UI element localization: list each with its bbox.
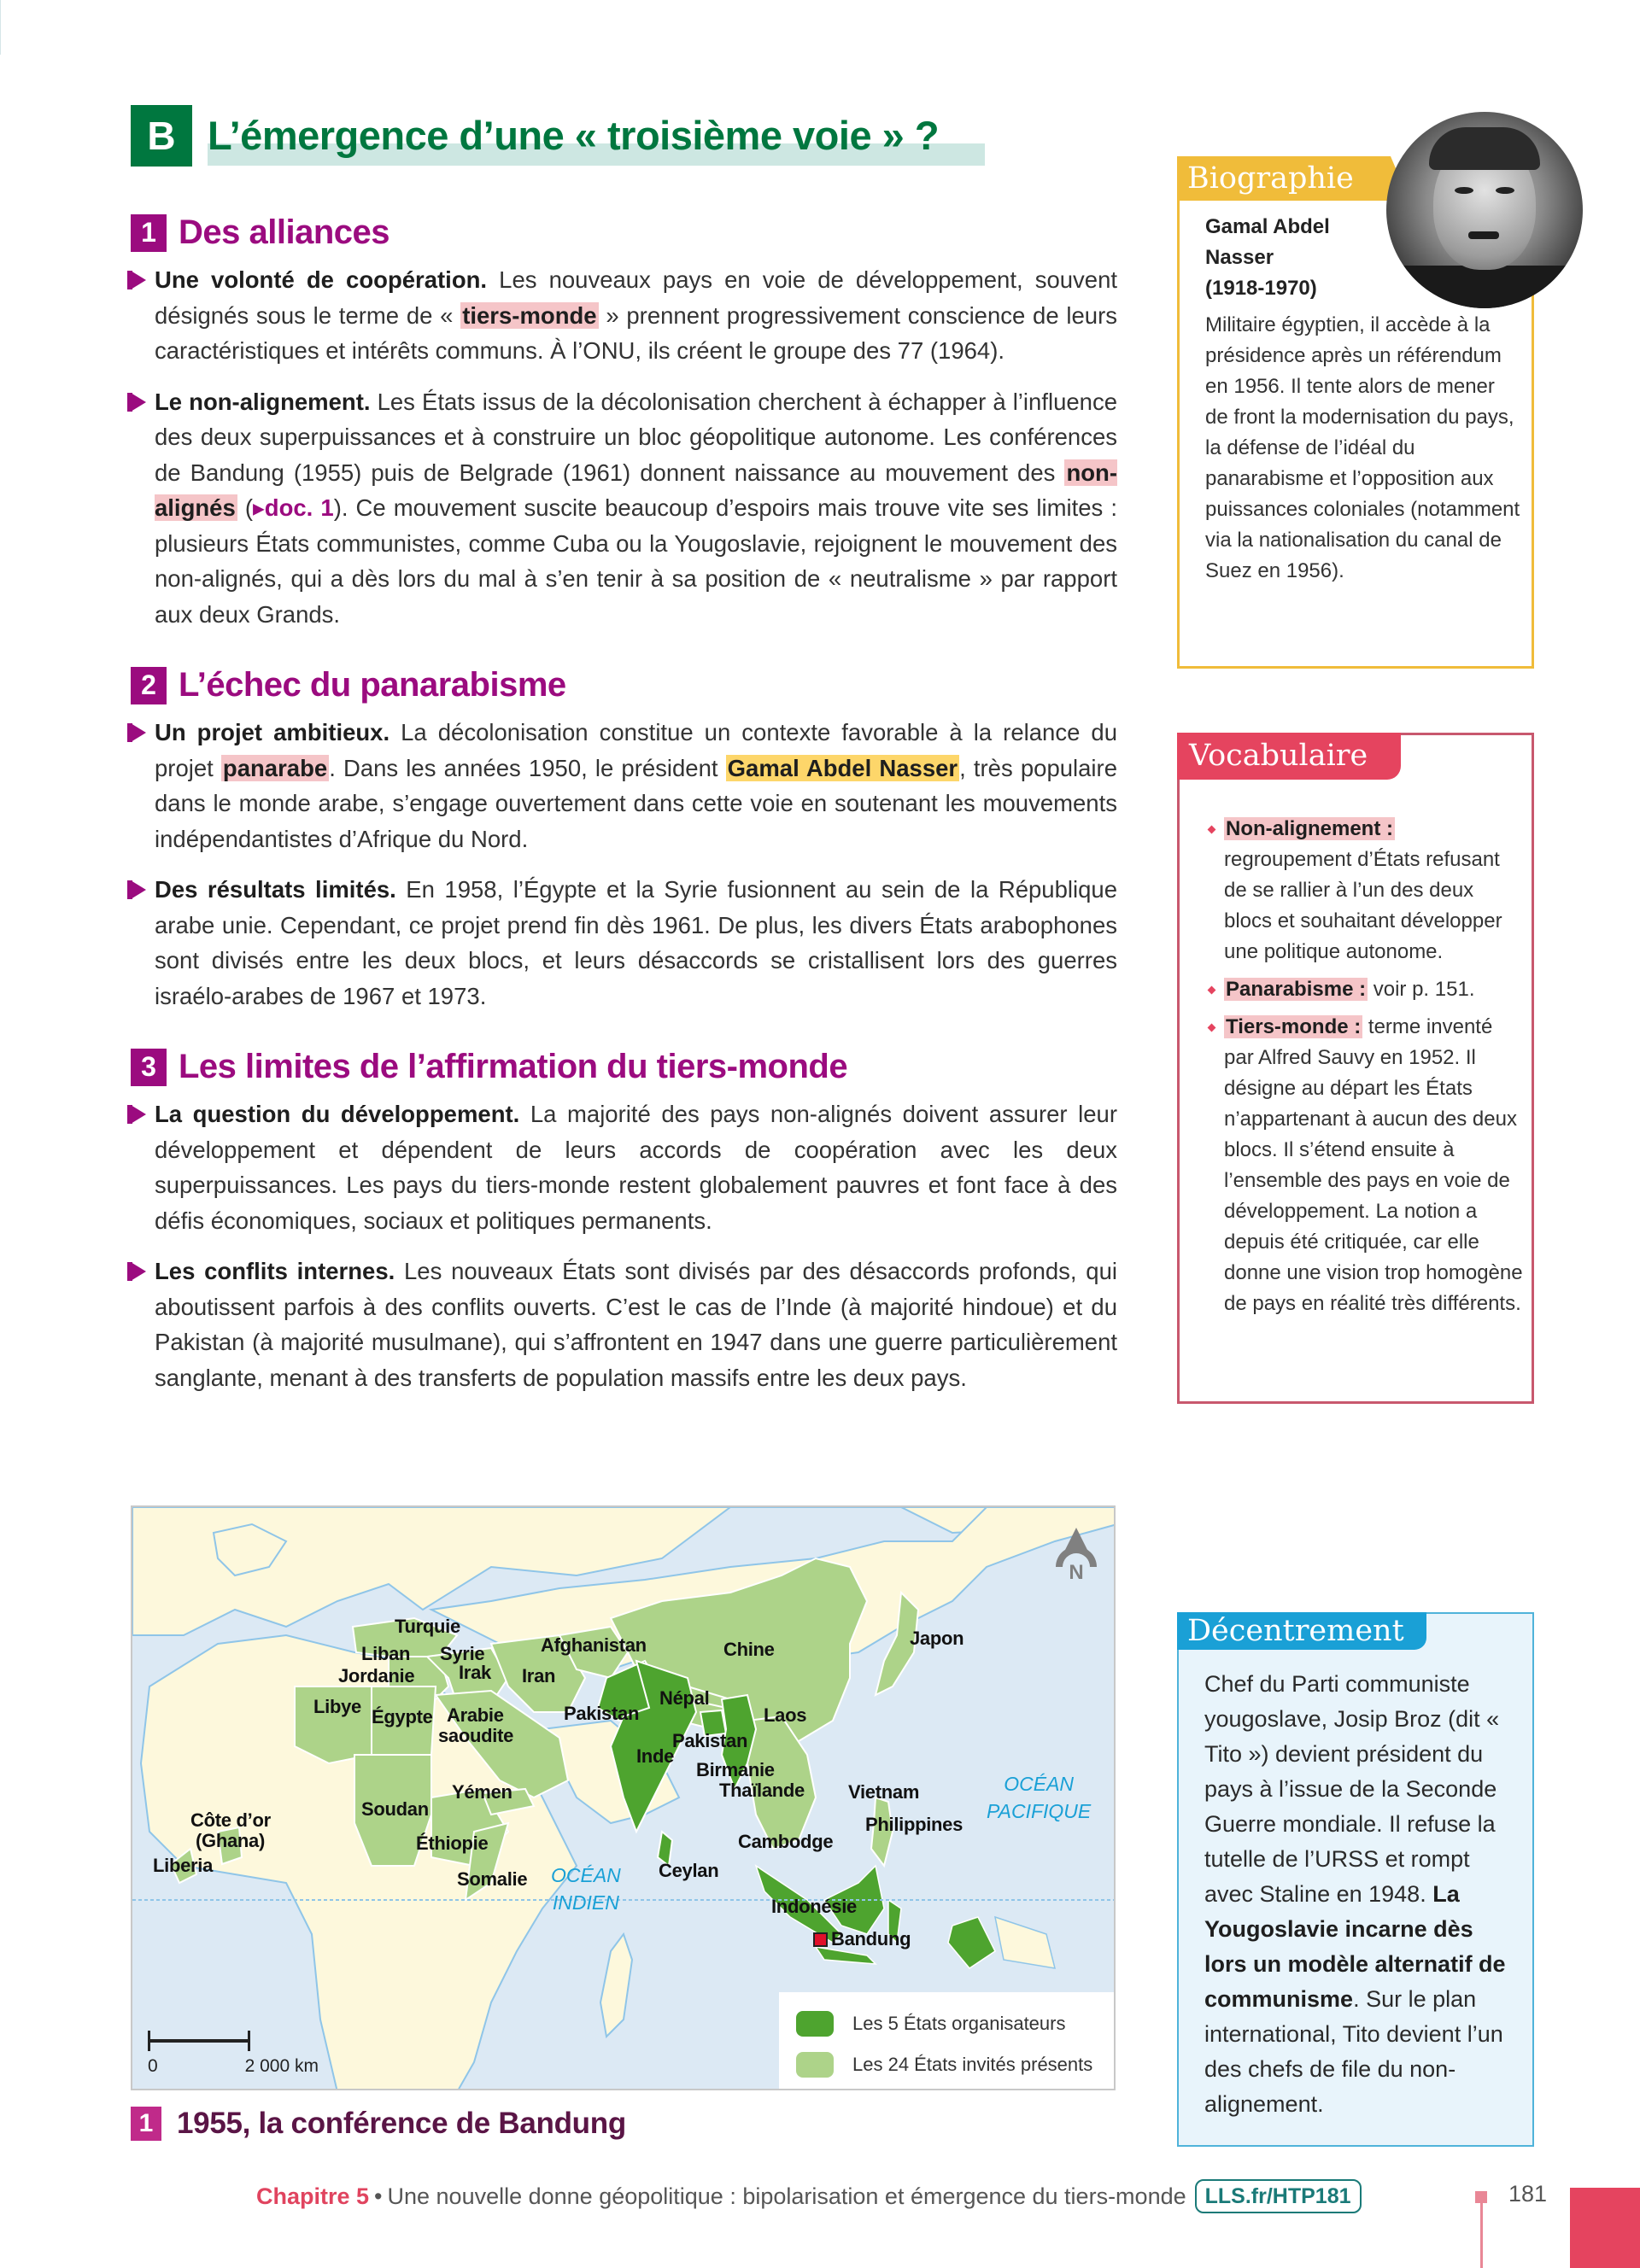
legend-item-invited: Les 24 États invités présents xyxy=(796,2052,1116,2078)
chapter-label: Chapitre 5 xyxy=(256,2183,370,2209)
subsection-limites xyxy=(131,1048,1117,1395)
paragraph: Les conflits internes. Les nouveaux États sont divisés par des désaccords profonds, qui aboutissent parfois à des conflits ouverts. C’est le cas de l’Inde (à majorité hindoue) et du Pakistan (à majorité musulmane), qui s’affrontent en 1947 dans une guerre particulièrement sanglante, menant à des transferts de population massifs entre les deux pays. xyxy=(131,1254,1117,1395)
page-footer: Chapitre 5 • Une nouvelle donne géopolitique : bipolarisation et émergence du tiers-monde LLS.fr/HTP181 xyxy=(256,2179,1362,2213)
map-label-syrie: Syrie xyxy=(440,1643,485,1664)
subsection-title: L’échec du panarabisme xyxy=(179,666,566,704)
decentrement-tab: Décentrement xyxy=(1177,1612,1426,1650)
paragraph: Une volonté de coopération. Les nouveaux pays en voie de développement, souvent désignés sous le terme de « tiers-monde » prennent progressivement conscience de leurs caractéristiques et intérêts communs. À l’ONU, ils créent le groupe des 77 (1964). xyxy=(131,262,1117,369)
vocab-item-tiers-monde: Tiers-monde : terme inventé par Alfred Sauvy en 1952. Il désigne au départ les États n’appartenant à aucun des deux blocs. Il s’étend ensuite à l’ensemble des pays en voie de développement. La notion a depuis été critiquée, car elle donne une vision trop homogène de pays en réalité très différents. xyxy=(1209,1012,1525,1319)
map-label-cote-dor: Côte d’or xyxy=(190,1809,271,1831)
map-label-laos: Laos xyxy=(764,1704,807,1726)
map-label-chine: Chine xyxy=(723,1639,775,1660)
paragraph: Un projet ambitieux. La décolonisation constitue un contexte favorable à la relance du projet panarabe. Dans les années 1950, le président Gamal Abdel Nasser, très populaire dans le monde arabe, s’engage ouvertement dans cette voie en soutenant les mouvements indépendantistes d’Afrique du Nord. xyxy=(131,715,1117,856)
bullet-triangle-icon xyxy=(131,1262,146,1281)
doc-title: 1955, la conférence de Bandung xyxy=(177,2107,626,2140)
chapter-title: Une nouvelle donne géopolitique : bipolarisation et émergence du tiers-monde xyxy=(387,2183,1186,2209)
map-label-ceylan: Ceylan xyxy=(659,1860,719,1881)
map-label-iran: Iran xyxy=(522,1665,556,1686)
map-label-cambodge: Cambodge xyxy=(738,1831,834,1852)
bullet-triangle-icon xyxy=(131,1105,146,1124)
doc-number-badge: 1 xyxy=(131,2107,161,2141)
map-scale: 0 2 000 km xyxy=(148,2031,319,2077)
map-label-thailande: Thaïlande xyxy=(719,1780,805,1801)
map-label-jordanie: Jordanie xyxy=(338,1665,415,1686)
bandung-map xyxy=(131,1505,1116,2090)
map-label-ghana: (Ghana) xyxy=(196,1830,266,1851)
paragraph-lead: Une volonté de coopération. xyxy=(155,266,488,293)
bullet-triangle-icon xyxy=(131,271,146,289)
decentrement-text: Chef du Parti communiste yougoslave, Josip Broz (dit « Tito ») devient président du pays à l’issue de la Seconde Guerre mondiale. Il refuse la tutelle de l’URSS et rompt avec Staline en 1948. La Yougoslavie incarne dès lors un modèle alternatif de communisme. Sur le plan international, Tito devient l’un des chefs de file du non-alignement. xyxy=(1204,1671,1506,2117)
map-label-inde: Inde xyxy=(636,1745,675,1767)
paragraph-lead: Le non-alignement. xyxy=(155,388,371,415)
paragraph-lead: Des résultats limités. xyxy=(155,876,396,903)
map-label-somalie: Somalie xyxy=(457,1868,528,1890)
ocean-pacifique-label: OCÉAN PACIFIQUE xyxy=(987,1773,1092,1822)
section-header xyxy=(131,105,939,167)
map-label-pakistan-west: Pakistan xyxy=(564,1703,640,1724)
nasser-portrait xyxy=(1386,112,1583,308)
paragraph: La question du développement. La majorité des pays non-alignés doivent assurer leur développement et dépendent de leurs accords de coopération avec les deux superpuissances. Les pays du tiers-monde restent globalement pauvres et font face à des défis économiques, sociaux et politiques permanents. xyxy=(131,1096,1117,1238)
vocab-item-non-alignement: Non-alignement : regroupement d’États refusant de se rallier à l’un des deux blocs et souhaitant développer une politique autonome. xyxy=(1209,814,1525,967)
vocabulary-list xyxy=(1209,814,1525,1326)
vocabulary-box xyxy=(1177,733,1534,1404)
page-edge-tab xyxy=(1570,2188,1640,2268)
legend-swatch-light-green xyxy=(796,2052,834,2078)
bandung-marker-icon xyxy=(813,1932,828,1947)
map-label-egypte: Égypte xyxy=(372,1706,433,1727)
footer-line xyxy=(1480,2201,1483,2268)
bullet-triangle-icon xyxy=(131,880,146,899)
vocab-highlight[interactable]: non-alignés xyxy=(155,459,1117,521)
map-label-liban: Liban xyxy=(361,1643,411,1664)
map-label-yemen: Yémen xyxy=(452,1781,512,1803)
map-label-birmanie: Birmanie xyxy=(696,1759,775,1780)
page-number: 181 xyxy=(1508,2181,1548,2207)
map-label-libye: Libye xyxy=(313,1696,361,1717)
page-edge xyxy=(0,0,1,55)
ocean-indien-label: OCÉAN INDIEN xyxy=(551,1864,621,1914)
paragraph-lead: Les conflits internes. xyxy=(155,1258,395,1284)
map-legend xyxy=(779,1992,1116,2090)
legend-swatch-dark-green xyxy=(796,2011,834,2037)
vocabulary-tab: Vocabulaire xyxy=(1177,733,1401,780)
map-label-saoudite: saoudite xyxy=(438,1725,514,1746)
vocab-item-panarabisme: Panarabisme : voir p. 151. xyxy=(1209,974,1525,1005)
paragraph-lead: La question du développement. xyxy=(155,1101,520,1127)
map-label-soudan: Soudan xyxy=(361,1798,429,1820)
decentrement-box xyxy=(1177,1612,1534,2147)
bullet-triangle-icon xyxy=(131,723,146,742)
bullet-triangle-icon xyxy=(131,393,146,412)
biography-tab: Biographie xyxy=(1177,156,1391,201)
map-label-arabie: Arabie xyxy=(447,1704,504,1726)
map-label-philippines: Philippines xyxy=(865,1814,964,1835)
section-letter-badge: B xyxy=(131,105,192,167)
map-label-vietnam: Vietnam xyxy=(848,1781,920,1803)
paragraph-lead: Un projet ambitieux. xyxy=(155,719,390,745)
doc-reference-link[interactable]: ▸doc. 1 xyxy=(252,494,334,521)
subsection-number: 3 xyxy=(131,1049,167,1086)
play-arrow-icon: ▸ xyxy=(252,494,265,521)
lls-link[interactable]: LLS.fr/HTP181 xyxy=(1195,2179,1362,2213)
subsection-alliances xyxy=(131,213,1117,632)
subsection-number: 2 xyxy=(131,667,167,704)
map-label-liberia: Liberia xyxy=(153,1855,214,1876)
subsection-title: Des alliances xyxy=(179,213,390,251)
map-caption xyxy=(131,2107,626,2141)
legend-item-organisers: Les 5 États organisateurs xyxy=(796,2011,1116,2037)
map-label-pakistan-east: Pakistan xyxy=(672,1730,748,1751)
paragraph: Le non-alignement. Les États issus de la décolonisation cherchent à échapper à l’influence des deux superpuissances et à construire un bloc géopolitique autonome. Les conférences de Bandung (1955) puis de Belgrade (1961) donnent naissance au mouvement des non-alignés (▸doc. 1). Ce mouvement suscite beaucoup d’espoirs mais trouve vite ses limites : plusieurs États communistes, comme Cuba ou la Yougoslavie, rejoignent le mouvement des non-alignés, qui a dès lors du mal à s’en tenir à sa position de « neutralisme » par rapport aux deux Grands. xyxy=(131,384,1117,633)
vocab-highlight[interactable]: panarabe xyxy=(222,754,328,781)
subsection-panarabisme xyxy=(131,666,1117,1014)
biography-highlight[interactable]: Gamal Abdel Nasser xyxy=(727,754,958,781)
map-label-indonesie: Indonésie xyxy=(771,1896,857,1917)
svg-text:N: N xyxy=(1069,1561,1084,1582)
biography-box xyxy=(1177,156,1534,669)
subsection-number: 1 xyxy=(131,214,167,252)
map-label-japon: Japon xyxy=(910,1628,964,1649)
vocab-highlight[interactable]: tiers-monde xyxy=(462,301,597,329)
map-label-nepal: Népal xyxy=(659,1687,710,1709)
paragraph: Des résultats limités. En 1958, l’Égypte et la Syrie fusionnent au sein de la République arabe unie. Cependant, ce projet prend fin dès 1961. De plus, les divers États arabophones sont divisés entre les deux blocs, et leurs désaccords se cristallisent lors des guerres israélo-arabes de 1967 et 1973. xyxy=(131,872,1117,1014)
biography-name: Gamal Abdel Nasser (1918-1970) xyxy=(1205,215,1330,300)
subsection-title: Les limites de l’affirmation du tiers-monde xyxy=(179,1048,848,1085)
biography-text: Militaire égyptien, il accède à la présidence après un référendum en 1956. Il tente alors de mener de front la modernisation du pays, la défense de l’idéal du panarabisme et l’opposition aux puissances coloniales (notamment via la nationalisation du canal de Suez en 1956). xyxy=(1205,313,1520,582)
map-label-ethiopie: Éthiopie xyxy=(416,1833,489,1854)
map-label-bandung: Bandung xyxy=(813,1929,911,1949)
map-label-irak: Irak xyxy=(459,1662,491,1683)
main-column xyxy=(131,213,1117,1411)
map-label-turquie: Turquie xyxy=(395,1616,460,1637)
scale-bar xyxy=(148,2031,250,2051)
map-label-afghanistan: Afghanistan xyxy=(541,1634,647,1656)
section-title: L’émergence d’une « troisième voie » ? xyxy=(208,113,940,158)
